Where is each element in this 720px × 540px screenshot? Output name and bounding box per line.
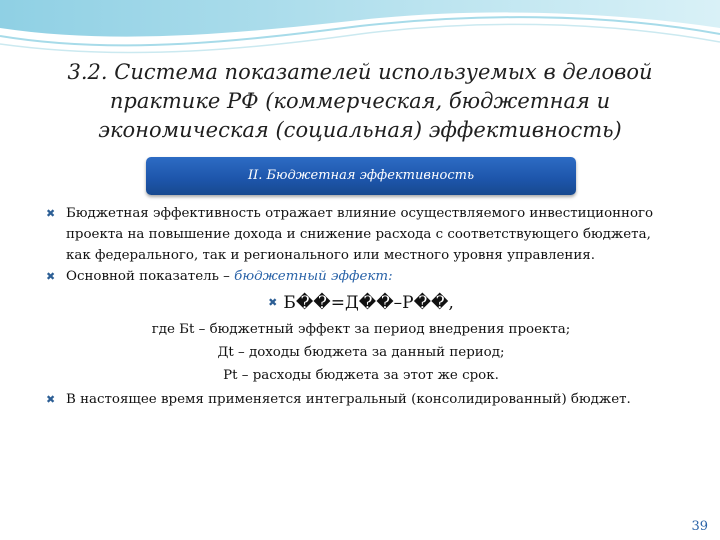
bullet-text: Бюджетная эффективность отражает влияние осуществляемого инвестиционного проекта на повышение дохода и снижение расхода с соответствующего бюджета, как федерального, так и регионального или местного уровня управления. <box>66 206 654 263</box>
bullet-item-integral-budget <box>46 389 676 410</box>
slide-content <box>46 203 676 410</box>
x-bullet-icon: ✖ <box>46 393 56 406</box>
bullet-item-budget-efficiency <box>46 203 676 266</box>
formula: Б��=Д��–Р��, <box>283 293 454 313</box>
slide-title: 3.2. Система показателей используемых в деловой практике РФ (коммерческая, бюджетная и экономическая (социальная) эффективность) <box>67 60 653 142</box>
bullet-text: В настоящее время применяется интегральный (консолидированный) бюджет. <box>66 392 631 407</box>
definition-line: Рt – расходы бюджета за этот же срок. <box>223 368 499 383</box>
definition-line: где Бt – бюджетный эффект за период внедрения проекта; <box>151 322 571 337</box>
section-heading: II. Бюджетная эффективность <box>247 168 475 183</box>
x-bullet-icon: ✖ <box>46 207 56 220</box>
formula-line <box>46 290 676 316</box>
page-number: 39 <box>691 519 708 534</box>
bullet-text: Основной показатель – <box>66 269 235 284</box>
x-bullet-icon: ✖ <box>268 296 278 309</box>
definition-line: Дt – доходы бюджета за данный период; <box>217 345 505 360</box>
section-heading-bar <box>146 157 576 195</box>
x-bullet-icon: ✖ <box>46 270 56 283</box>
bullet-item-main-indicator <box>46 266 676 287</box>
budget-effect-highlight: бюджетный эффект: <box>234 269 393 284</box>
